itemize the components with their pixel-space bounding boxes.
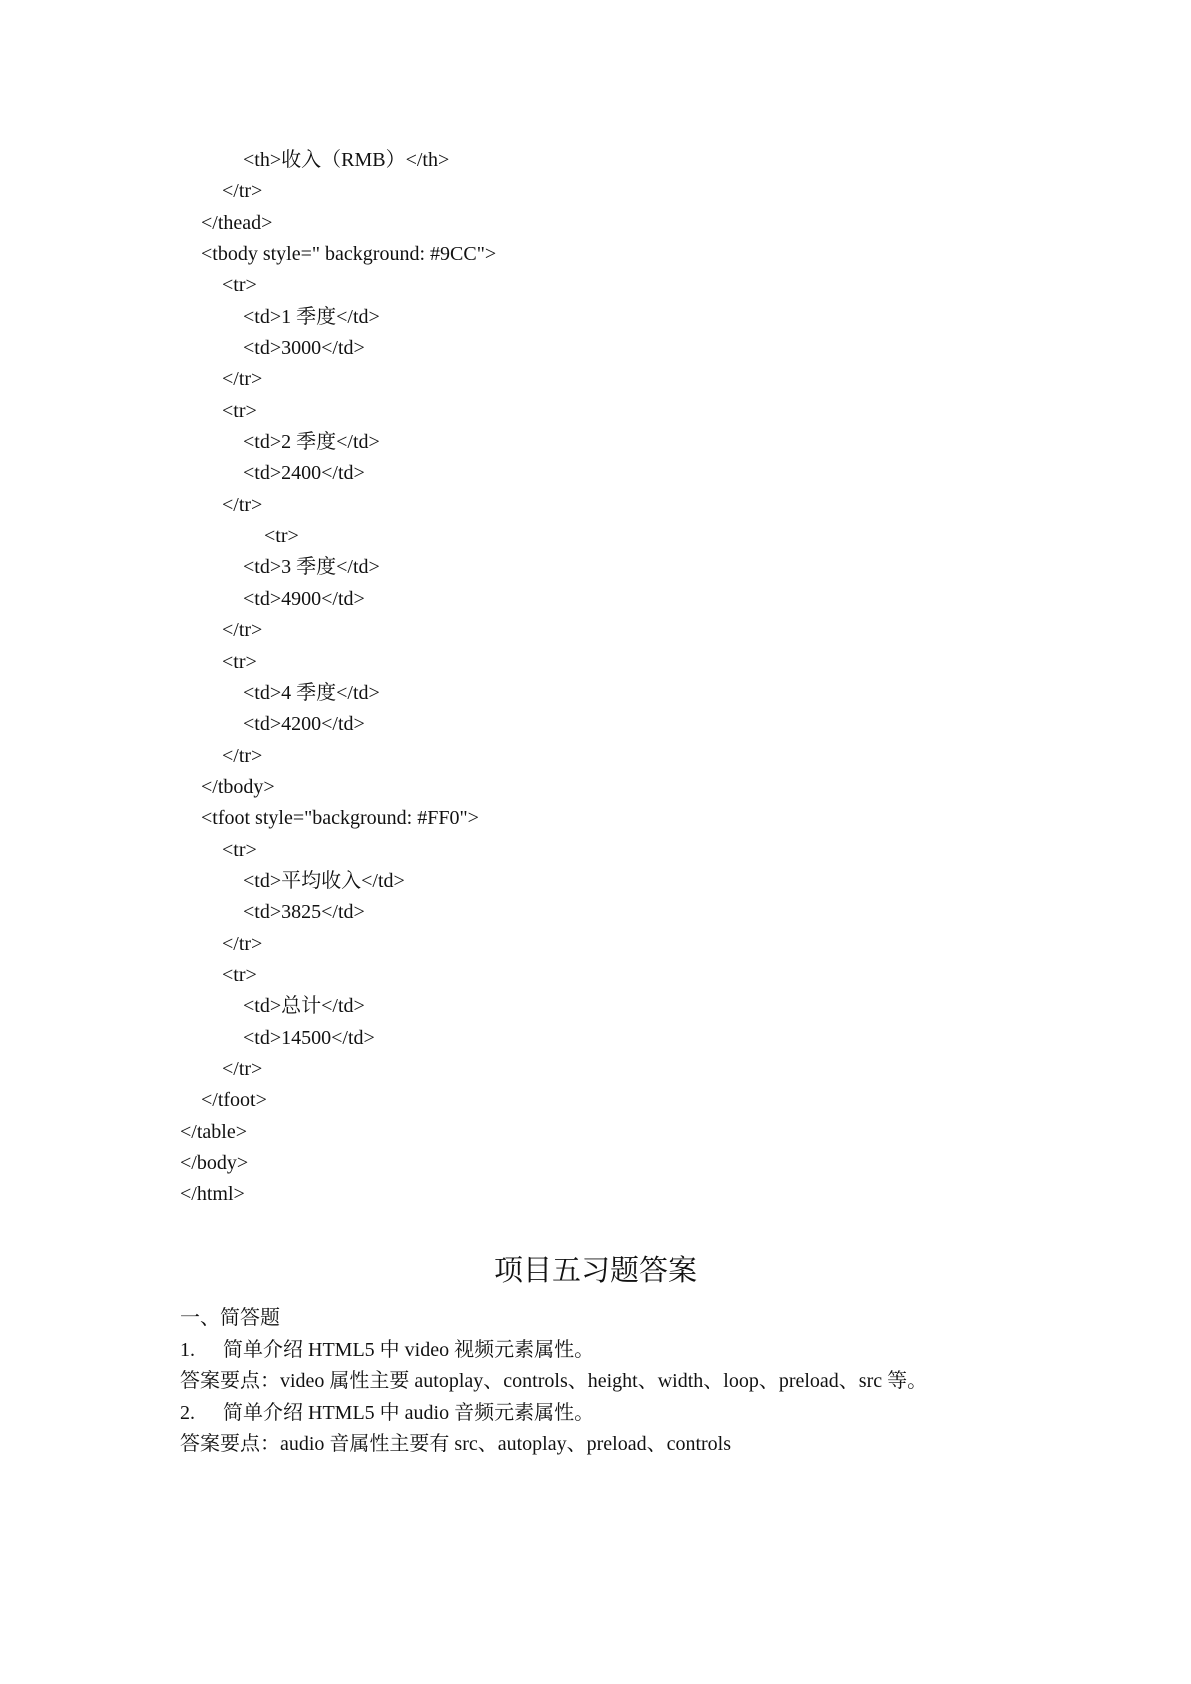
code-line: <td>14500</td> bbox=[243, 1026, 375, 1049]
question-text: 简单介绍 HTML5 中 audio 音频元素属性。 bbox=[223, 1401, 595, 1424]
code-line: </thead> bbox=[201, 211, 273, 234]
code-line: </tr> bbox=[222, 180, 263, 203]
code-line: <tr> bbox=[264, 525, 299, 548]
short-answer-section bbox=[180, 1303, 1080, 1461]
code-line: </tr> bbox=[222, 932, 263, 955]
code-line: </body> bbox=[180, 1152, 249, 1174]
code-line: <td>1 季度</td> bbox=[243, 305, 380, 328]
code-line: <td>3825</td> bbox=[243, 901, 365, 924]
code-line: <tr> bbox=[222, 274, 257, 297]
code-line: <td>2 季度</td> bbox=[243, 431, 380, 454]
question-1 bbox=[180, 1335, 1080, 1367]
code-line: <tr> bbox=[222, 963, 257, 986]
question-text: 简单介绍 HTML5 中 video 视频元素属性。 bbox=[223, 1338, 595, 1361]
answer-1: 答案要点：video 属性主要 autoplay、controls、height、width、loop、preload、src 等。 bbox=[180, 1370, 928, 1392]
answer-2: 答案要点：audio 音属性主要有 src、autoplay、preload、controls bbox=[180, 1433, 732, 1455]
code-line: <td>4 季度</td> bbox=[243, 681, 380, 704]
code-line: </tr> bbox=[222, 493, 263, 516]
code-line: <td>3 季度</td> bbox=[243, 556, 380, 579]
code-line: </table> bbox=[180, 1120, 247, 1143]
code-line: <tr> bbox=[222, 650, 257, 673]
code-line: <td>平均收入</td> bbox=[243, 869, 405, 892]
code-line: </tr> bbox=[222, 744, 263, 767]
question-number: 1. bbox=[180, 1338, 195, 1361]
code-line: </tbody> bbox=[201, 775, 275, 798]
code-line: <td>总计</td> bbox=[243, 995, 365, 1018]
code-line: </tr> bbox=[222, 1057, 263, 1080]
code-line: <td>3000</td> bbox=[243, 337, 365, 360]
code-line: </tr> bbox=[222, 368, 263, 391]
code-line: <td>2400</td> bbox=[243, 462, 365, 485]
code-line: </tfoot> bbox=[201, 1089, 267, 1112]
question-2 bbox=[180, 1398, 1080, 1430]
code-line: <tr> bbox=[222, 838, 257, 861]
section-subheading: 一、简答题 bbox=[180, 1307, 280, 1329]
code-line: <th>收入（RMB）</th> bbox=[243, 149, 450, 171]
code-line: </html> bbox=[180, 1183, 245, 1206]
question-number: 2. bbox=[180, 1401, 195, 1424]
html-code-listing bbox=[180, 145, 1080, 1211]
code-line: <tr> bbox=[222, 399, 257, 422]
section-title: 项目五习题答案 bbox=[493, 1253, 697, 1287]
code-line: <td>4900</td> bbox=[243, 587, 365, 610]
code-line: <tbody style=" background: #9CC"> bbox=[201, 243, 497, 266]
code-line: <tfoot style="background: #FF0"> bbox=[201, 807, 479, 830]
code-line: </tr> bbox=[222, 619, 263, 642]
code-line: <td>4200</td> bbox=[243, 713, 365, 736]
